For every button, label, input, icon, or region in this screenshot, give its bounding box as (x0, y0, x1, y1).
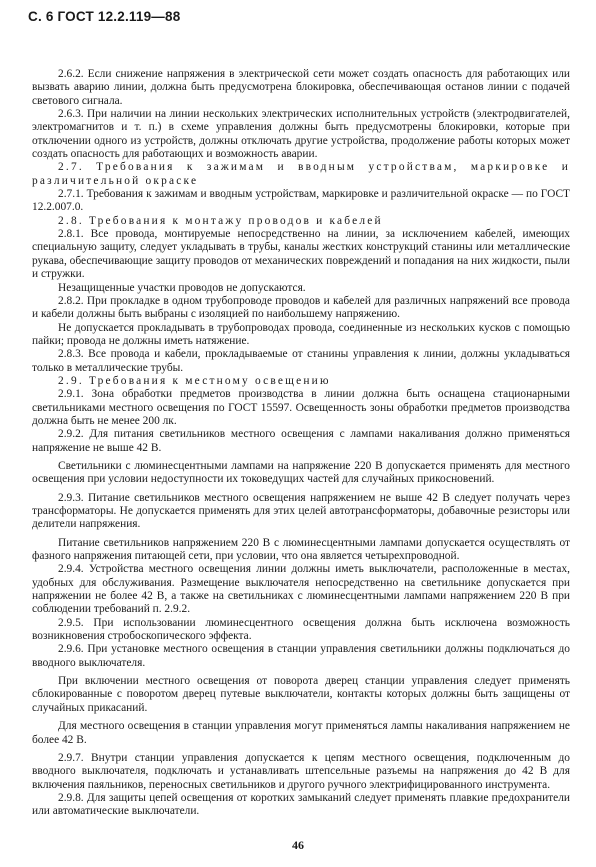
paragraph-2-8-1-note: Незащищенные участки проводов не допускаются. (58, 281, 306, 294)
paragraph-2-9-3-note: Питание светильников напряжением 220 В с люминесцентными лампами допускается осуществлять от фазного напряжения питающей сети, при условии, что она является четырехпроводной. (32, 536, 570, 563)
document-body (32, 68, 570, 819)
paragraph-2-6-2: 2.6.2. Если снижение напряжения в электрической сети может создать опасность для работающих или вызвать аварию линии, должна быть предусмотрена блокировка, обеспечивающая останов линии с подачей светового сигнала. (32, 68, 570, 107)
paragraph-2-9-2: 2.9.2. Для питания светильников местного освещения с лампами накаливания должно применяться напряжение не выше 42 В. (32, 428, 570, 454)
paragraph-2-9-5: 2.9.5. При использовании люминесцентного освещения должна быть исключена возможность возникновения стробоскопического эффекта. (32, 616, 570, 643)
section-heading-2-7: 2.7. Требования к зажимам и вводным устройствам, маркировке и различительной окраске (32, 161, 570, 187)
paragraph-2-7-1: 2.7.1. Требования к зажимам и вводным устройствам, маркировке и различительной окраске — по ГОСТ 12.2.007.0. (32, 188, 570, 214)
paragraph-2-8-3: 2.8.3. Все провода и кабели, прокладываемые от станины управления к линии, должны укладываться только в металлические трубы. (32, 348, 570, 374)
paragraph-2-9-4: 2.9.4. Устройства местного освещения линии должны иметь выключатели, расположенные в местах, удобных для обслуживания. Размещение выключателя непосредственно на светильнике допускается при напряжении не более 42 В, а также на светильниках с люминесцентными лампами напряжением 220 В при соблюдении требований п. 2.9.2. (32, 563, 570, 616)
paragraph-2-9-3: 2.9.3. Питание светильников местного освещения напряжением не выше 42 В следует получать через трансформаторы. Не допускается применять для этих целей автотрансформаторы, добавочные резисторы или делители напряжения. (32, 491, 570, 531)
paragraph-2-6-3: 2.6.3. При наличии на линии нескольких электрических исполнительных устройств (электродвигателей, электромагнитов и т. п.) в схеме управления должны быть предусмотрены блокировки, которые при отключении одного из устройств, должны отключать другие устройства, продолжение работы которых может создать опасность для работающих и возможность аварии. (32, 108, 570, 161)
paragraph-2-8-2: 2.8.2. При прокладке в одном трубопроводе проводов и кабелей для различных напряжений все провода и кабели должны быть выбраны с изоляцией по наибольшему напряжению. (32, 294, 570, 321)
section-heading-2-9: 2.9. Требования к местному освещению (58, 374, 331, 387)
paragraph-2-9-6: 2.9.6. При установке местного освещения в станции управления светильники должны подключаться до вводного выключателя. (32, 643, 570, 669)
paragraph-2-9-6-note-2: Для местного освещения в станции управления могут применяться лампы накаливания напряжением не более 42 В. (32, 720, 570, 746)
page-header: С. 6 ГОСТ 12.2.119—88 (28, 9, 181, 24)
paragraph-2-9-2-note: Светильники с люминесцентными лампами на напряжение 220 В допускается применять для местного освещения при условии недоступности их токоведущих частей для случайных прикосновений. (32, 459, 570, 486)
paragraph-2-9-7: 2.9.7. Внутри станции управления допускается к цепям местного освещения, подключенным до вводного выключателя, подключать и устанавливать штепсельные разъемы на напряжения до 42 В для включения паяльников, переносных светильников и другого ручного электрифицированного инструмента. (32, 751, 570, 791)
section-heading-2-8: 2.8. Требования к монтажу проводов и кабелей (58, 214, 383, 227)
paragraph-2-8-2-note: Не допускается прокладывать в трубопроводах провода, соединенные из нескольких кусков с помощью пайки; провода не должны иметь натяжение. (32, 321, 570, 347)
paragraph-2-9-6-note-1: При включении местного освещения от поворота дверец станции управления следует применять сблокированные с поворотом дверец путевые выключатели, контакты которых должны быть защищены от случайных прикасаний. (32, 675, 570, 714)
paragraph-2-9-8: 2.9.8. Для защиты цепей освещения от коротких замыканий следует применять плавкие предохранители или автоматические выключатели. (32, 791, 570, 818)
paragraph-2-9-1: 2.9.1. Зона обработки предметов производства в линии должна быть оснащена стационарными светильниками местного освещения по ГОСТ 15597. Освещенность зоны обработки предметов производства должна быть не менее 200 лк. (32, 388, 570, 427)
page-number: 46 (292, 838, 304, 852)
paragraph-2-8-1: 2.8.1. Все провода, монтируемые непосредственно на линии, за исключением кабелей, имеющих специальную защиту, следует укладывать в трубы, каналы жестких конструкций станины или металлические рукава, обеспечивающие защиту проводов от механических повреждений и попадания на них жидкости, пыли и стружки. (32, 228, 570, 281)
